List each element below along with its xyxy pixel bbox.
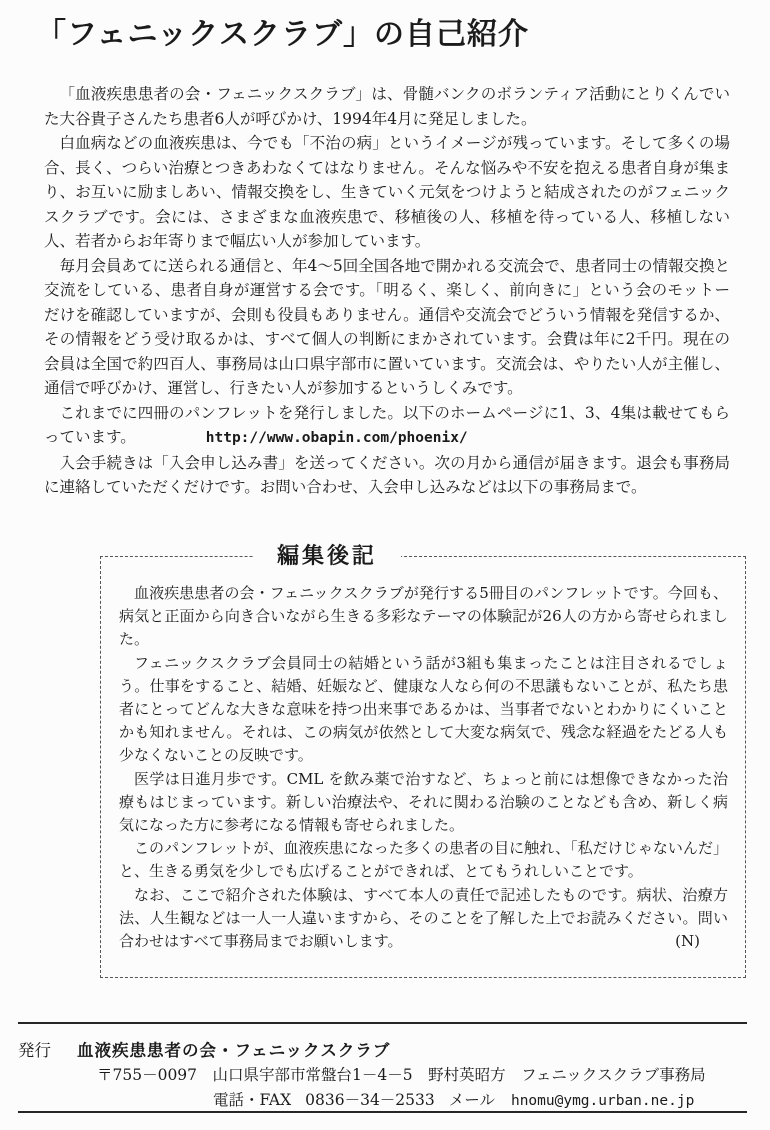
publisher-label: 発行 — [18, 1041, 51, 1060]
publisher-name: 血液疾患患者の会・フェニックスクラブ — [77, 1041, 391, 1060]
page-title: 「フェニックスクラブ」の自己紹介 — [36, 17, 529, 52]
editors-note-paragraph-5 — [119, 884, 728, 954]
editors-note-text: なお、ここで紹介された体験は、すべて本人の責任で記述したものです。病状、治療方法、人生観などは一人一人違いますから、そのことを了解した上でお読みください。問い合わせはすべて事務局までお願いします。 — [119, 885, 728, 951]
footer-contact-line — [213, 1088, 694, 1110]
join-paragraph: 入会手続きは「入会申し込み書」を送ってください。次の月から通信が届きます。退会も事務局に連絡していただくだけです。お問い合わせ、入会申し込みなどは以下の事務局まで。 — [44, 453, 730, 496]
intro-paragraph-2: 白血病などの血液疾患は、今でも「不治の病」というイメージが残っています。そして多くの場合、長く、つらい治療とつきあわなくてはなりません。そんな悩みや不安を抱える患者自身が集まり、お互いに励ましあい、情報交換をし、生きていく元気をつけようと結成されたのがフェニックスクラブです。会には、さまざまな血液疾患で、移植後の人、移植を待っている人、移植しない人、若者からお年寄りまで幅広い人が参加しています。 — [44, 134, 730, 250]
email-address: hnomu@ymg.urban.ne.jp — [510, 1093, 695, 1109]
footer-bottom-rule — [18, 1111, 747, 1113]
footer-address-line: 〒755－0097 山口県宇部市常盤台1－4－5 野村英昭方 フェニックスクラブ事務局 — [97, 1066, 706, 1084]
intro-section — [44, 82, 730, 500]
footer-top-rule — [18, 1022, 747, 1024]
intro-paragraph-1: 「血液疾患患者の会・フェニックスクラブ」は、骨髄バンクのボランティア活動にとりくんでいた大谷貴子さんたち患者6人が呼びかけ、1994年4月に発足しました。 — [44, 85, 730, 128]
pamphlet-text: これまでに四冊のパンフレットを発行しました。以下のホームページに1、3、4集は載せてもらっています。 — [44, 403, 730, 446]
phone-fax-label: 電話・FAX — [213, 1091, 292, 1109]
editors-note-paragraph-4: このパンフレットが、血液疾患になった多くの患者の目に触れ、「私だけじゃないんだ」と、生きる勇気を少しでも広げることができれば、とてもうれしいことです。 — [119, 839, 728, 881]
footer-publisher-line — [18, 1037, 390, 1061]
editors-note-heading: 編集後記 — [253, 541, 401, 571]
postscript-signature: (N) — [675, 932, 700, 951]
editors-note-paragraph-1: 血液疾患患者の会・フェニックスクラブが発行する5冊目のパンフレットです。今回も、病気と正面から向き合いながら生きる多彩なテーマの体験記が26人の方から寄せられました。 — [119, 584, 728, 649]
pamphlet-paragraph — [44, 401, 730, 451]
email-label: メール — [448, 1091, 495, 1109]
homepage-url: http://www.obapin.com/phoenix/ — [205, 430, 468, 446]
phone-number: 0836－34－2533 — [305, 1091, 435, 1109]
editors-note-paragraph-2: フェニックスクラブ会員同士の結婚という話が3組も集まったことは注目されるでしょう。仕事をすること、結婚、妊娠など、健康な人なら何の不思議もないことが、私たち患者にとってどんな大きな意味を持つ出来事であるかは、当事者でないとわかりにくいことかも知れません。それは、この病気が依然として大変な病気で、残念な経過をたどる人も少なくないことの反映です。 — [119, 653, 728, 765]
editors-note-box — [100, 543, 746, 978]
intro-paragraph-3: 毎月会員あてに送られる通信と、年4〜5回全国各地で開かれる交流会で、患者同士の情報交換と交流をしている、患者自身が運営する会です。「明るく、楽しく、前向きに」という会のモットーだけを確認していますが、会則も役員もありません。通信や交流会でどういう情報を発信するか、その情報をどう受け取るかは、すべて個人の判断にまかされています。会費は年に2千円。現在の会員は全国で約四百人、事務局は山口県宇部市に置いています。交流会は、やりたい人が主催し、通信で呼びかけ、運営し、行きたい人が参加するというしくみです。 — [44, 256, 730, 397]
editors-note-paragraph-3: 医学は日進月歩です。CML を飲み薬で治すなど、ちょっと前には想像できなかった治療もはじまっています。新しい治療法や、それに関わる治験のことなども含め、新しく病気になった方に参考になる情報も寄せられました。 — [119, 769, 728, 835]
